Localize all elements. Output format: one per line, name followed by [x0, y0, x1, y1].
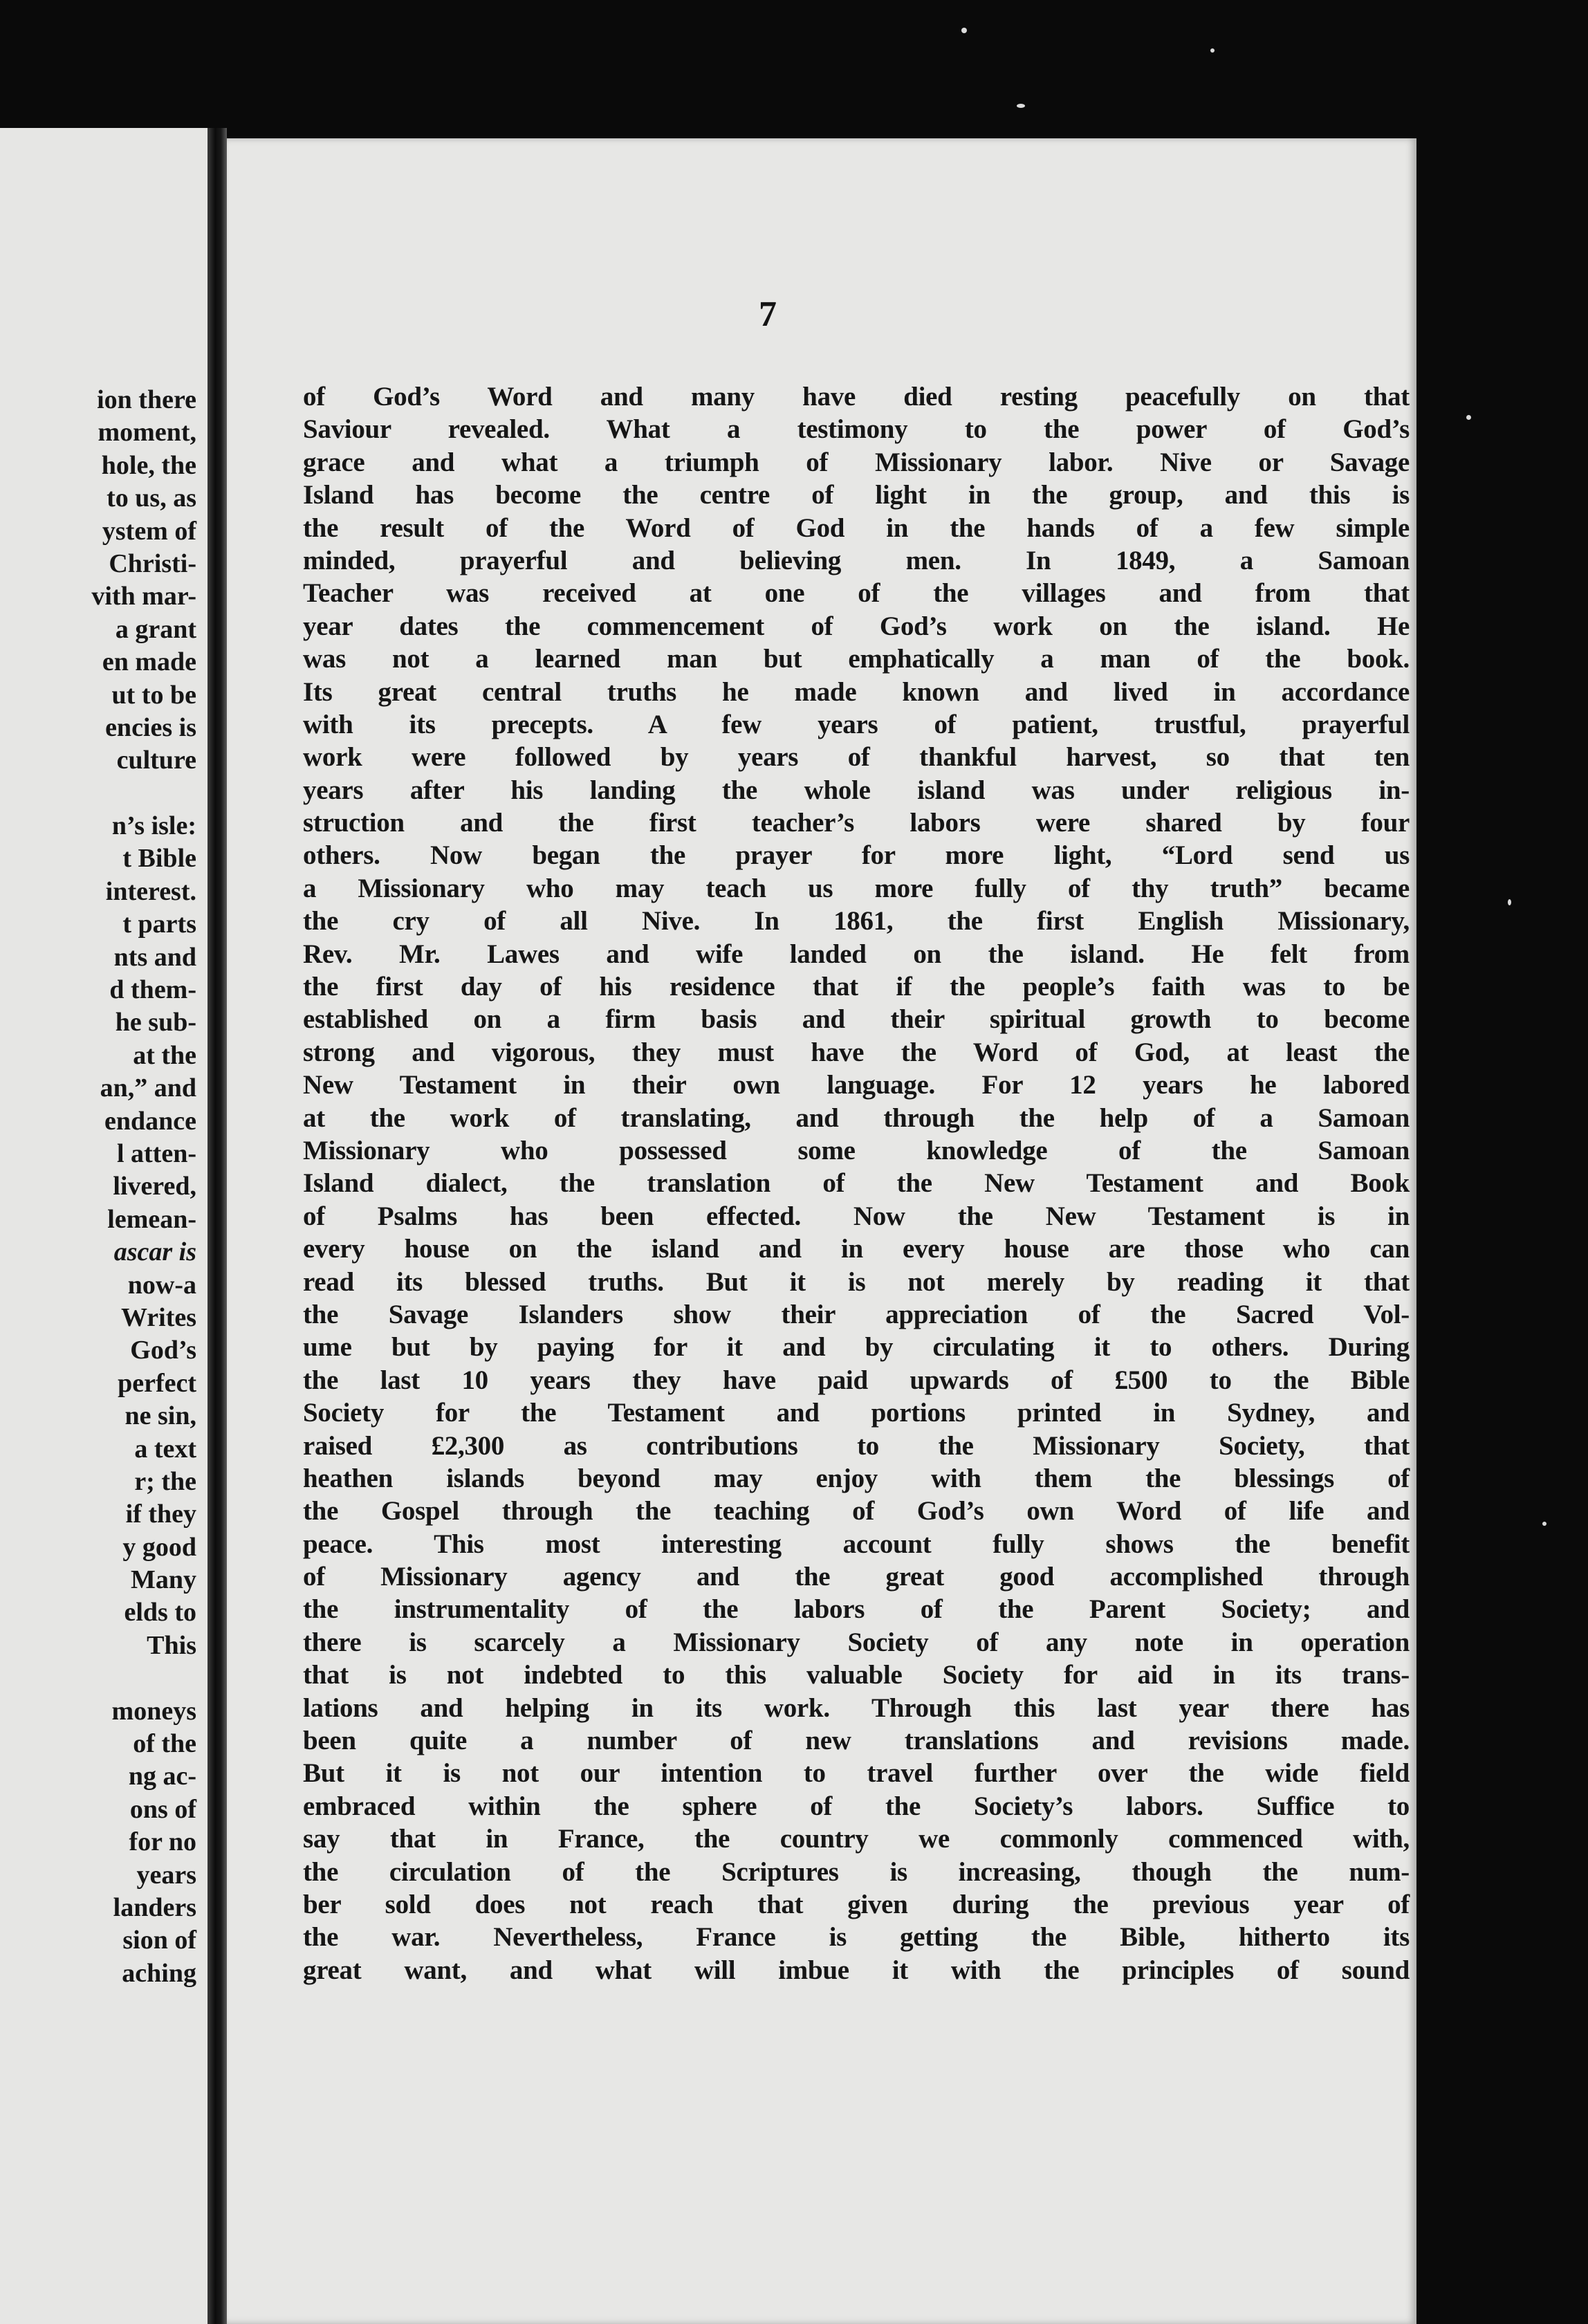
text-line: there is scarcely a Missionary Society of any note in operation — [303, 1627, 1410, 1657]
left-text-line: elds to — [124, 1598, 196, 1627]
left-text-line: culture — [116, 746, 196, 775]
text-line: the circulation of the Scriptures is increasing, though the num- — [303, 1856, 1410, 1887]
left-text-line: r; the — [134, 1466, 196, 1496]
left-text-line: l atten- — [116, 1138, 196, 1168]
text-line: year dates the commencement of God’s work on the island. He — [303, 611, 1410, 641]
left-text-line: hole, the — [101, 450, 196, 480]
left-text-line: interest. — [105, 876, 196, 906]
dust-speck — [1542, 1522, 1547, 1526]
left-text-line: a text — [134, 1434, 196, 1464]
text-line: the result of the Word of God in the hands of a few simple — [303, 513, 1410, 543]
left-text-line: ut to be — [111, 680, 196, 710]
text-line: minded, prayerful and believing men. In 1849, a Samoan — [303, 545, 1410, 575]
text-line: that is not indebted to this valuable Society for aid in its trans- — [303, 1660, 1410, 1690]
text-line: the Savage Islanders show their appreciation of the Sacred Vol- — [303, 1299, 1410, 1329]
text-line: the Gospel through the teaching of God’s own Word of life and — [303, 1496, 1410, 1527]
left-text-line: years — [136, 1860, 196, 1890]
left-text-line: sion of — [122, 1926, 196, 1955]
text-line: the cry of all Nive. In 1861, the first English Missionary, — [303, 906, 1410, 937]
dust-speck — [1466, 415, 1471, 420]
left-text-line: ng ac- — [128, 1762, 196, 1791]
text-line: years after his landing the whole island was under religious in- — [303, 775, 1410, 805]
left-text-line: livered, — [113, 1172, 196, 1201]
text-line: of Missionary agency and the great good accomplished through — [303, 1562, 1410, 1592]
left-text-line: now-a — [127, 1270, 196, 1300]
left-text-line: n’s isle: — [111, 811, 196, 841]
left-text-line: endance — [104, 1106, 196, 1136]
text-line: was not a learned man but emphatically a man of the book. — [303, 644, 1410, 674]
text-line: Its great central truths he made known and lived in accordance — [303, 676, 1410, 707]
left-text-line: t parts — [122, 910, 196, 939]
text-line: at the work of translating, and through the help of a Samoan — [303, 1103, 1410, 1133]
main-page — [227, 138, 1416, 2324]
text-line: heathen islands beyond may enjoy with them the blessings of — [303, 1463, 1410, 1493]
text-line: every house on the island and in every house are those who can — [303, 1234, 1410, 1264]
text-line: ber sold does not reach that given during the previous year of — [303, 1889, 1410, 1919]
left-text-line: encies is — [105, 712, 196, 742]
left-text-line: ons of — [129, 1794, 196, 1824]
text-line: with its precepts. A few years of patient, trustful, prayerful — [303, 709, 1410, 739]
left-text-line: perfect — [118, 1368, 196, 1398]
text-line: others. Now began the prayer for more light, “Lord send us — [303, 840, 1410, 871]
left-text-line: aching — [122, 1958, 196, 1988]
dust-speck — [961, 28, 967, 33]
text-line: But it is not our intention to travel further over the wide field — [303, 1758, 1410, 1789]
text-line: peace. This most interesting account fully shows the benefit — [303, 1529, 1410, 1559]
left-text-line: if they — [125, 1500, 196, 1529]
text-line: the first day of his residence that if the people’s faith was to be — [303, 972, 1410, 1002]
left-text-line: Many — [131, 1565, 196, 1595]
text-line: established on a firm basis and their spiritual growth to become — [303, 1004, 1410, 1035]
left-text-line: y good — [122, 1532, 196, 1562]
text-line: Society for the Testament and portions printed in Sydney, and — [303, 1398, 1410, 1428]
dust-speck — [1210, 48, 1215, 53]
text-line: of God’s Word and many have died resting peacefully on that — [303, 382, 1410, 412]
dust-speck — [1508, 899, 1511, 905]
left-text-line: moneys — [111, 1696, 196, 1726]
page-body-text — [303, 380, 1410, 1986]
left-text-line: Writes — [120, 1302, 196, 1332]
left-text-line: t Bible — [122, 844, 196, 874]
text-line: raised £2,300 as contributions to the Missionary Society, that — [303, 1430, 1410, 1461]
text-line: the war. Nevertheless, France is getting the Bible, hitherto its — [303, 1922, 1410, 1953]
left-text-line: to us, as — [107, 483, 196, 513]
left-text-line: ne sin, — [124, 1401, 196, 1431]
left-text-line: an,” and — [100, 1073, 196, 1103]
text-line: been quite a number of new translations and revisions made. — [303, 1726, 1410, 1756]
text-line: New Testament in their own language. For 12 years he labored — [303, 1070, 1410, 1100]
text-line: great want, and what will imbue it with the principles of sound — [303, 1955, 1410, 1985]
left-text-line: vith mar- — [91, 582, 196, 611]
text-line: strong and vigorous, they must have the Word of God, at least the — [303, 1037, 1410, 1067]
text-line: grace and what a triumph of Missionary labor. Nive or Savage — [303, 447, 1410, 477]
text-line: embraced within the sphere of the Society’s labors. Suffice to — [303, 1791, 1410, 1821]
left-facing-page — [0, 128, 207, 2324]
text-line: Island dialect, the translation of the New Testament and Book — [303, 1168, 1410, 1199]
left-text-line: This — [147, 1630, 196, 1660]
left-text-line: en made — [102, 647, 196, 677]
left-text-line: landers — [113, 1892, 196, 1922]
left-text-line: at the — [133, 1040, 196, 1070]
page-number: 7 — [759, 295, 777, 334]
text-line: struction and the first teacher’s labors were shared by four — [303, 808, 1410, 838]
left-text-line: ystem of — [102, 516, 196, 546]
left-text-line: ion there — [97, 385, 196, 414]
left-text-line — [0, 1662, 196, 1695]
left-text-line: ascar is — [113, 1237, 196, 1267]
left-text-line: Christi- — [109, 548, 196, 578]
dust-speck — [1017, 104, 1025, 108]
text-line: work were followed by years of thankful harvest, so that ten — [303, 742, 1410, 773]
left-text-line: God’s — [130, 1336, 196, 1365]
text-line: of Psalms has been effected. Now the New Testament is in — [303, 1201, 1410, 1231]
text-line: Saviour revealed. What a testimony to the power of God’s — [303, 414, 1410, 445]
text-line: Rev. Mr. Lawes and wife landed on the island. He felt from — [303, 939, 1410, 969]
left-text-line: he sub- — [115, 1008, 196, 1038]
text-line: say that in France, the country we commonly commenced with, — [303, 1824, 1410, 1854]
left-page-text-column — [0, 384, 196, 1990]
left-text-line: for no — [129, 1827, 196, 1857]
text-line: a Missionary who may teach us more fully of thy truth” became — [303, 873, 1410, 903]
text-line: ume but by paying for it and by circulating it to others. During — [303, 1332, 1410, 1363]
text-line: the instrumentality of the labors of the Parent Society; and — [303, 1594, 1410, 1625]
text-line: read its blessed truths. But it is not merely by reading it that — [303, 1266, 1410, 1297]
left-text-line: of the — [133, 1729, 196, 1759]
text-line: lations and helping in its work. Through this last year there has — [303, 1693, 1410, 1723]
left-text-line: moment, — [98, 418, 196, 448]
text-line: Island has become the centre of light in the group, and this is — [303, 480, 1410, 510]
left-text-line: nts and — [113, 942, 196, 972]
left-text-line — [0, 777, 196, 810]
left-text-line: lemean- — [107, 1204, 196, 1234]
left-text-line: d them- — [109, 975, 196, 1005]
text-line: the last 10 years they have paid upwards of £500 to the Bible — [303, 1365, 1410, 1395]
text-line: Missionary who possessed some knowledge of the Samoan — [303, 1135, 1410, 1165]
left-text-line: a grant — [115, 614, 196, 644]
text-line: Teacher was received at one of the villages and from that — [303, 578, 1410, 609]
book-gutter — [207, 128, 227, 2324]
